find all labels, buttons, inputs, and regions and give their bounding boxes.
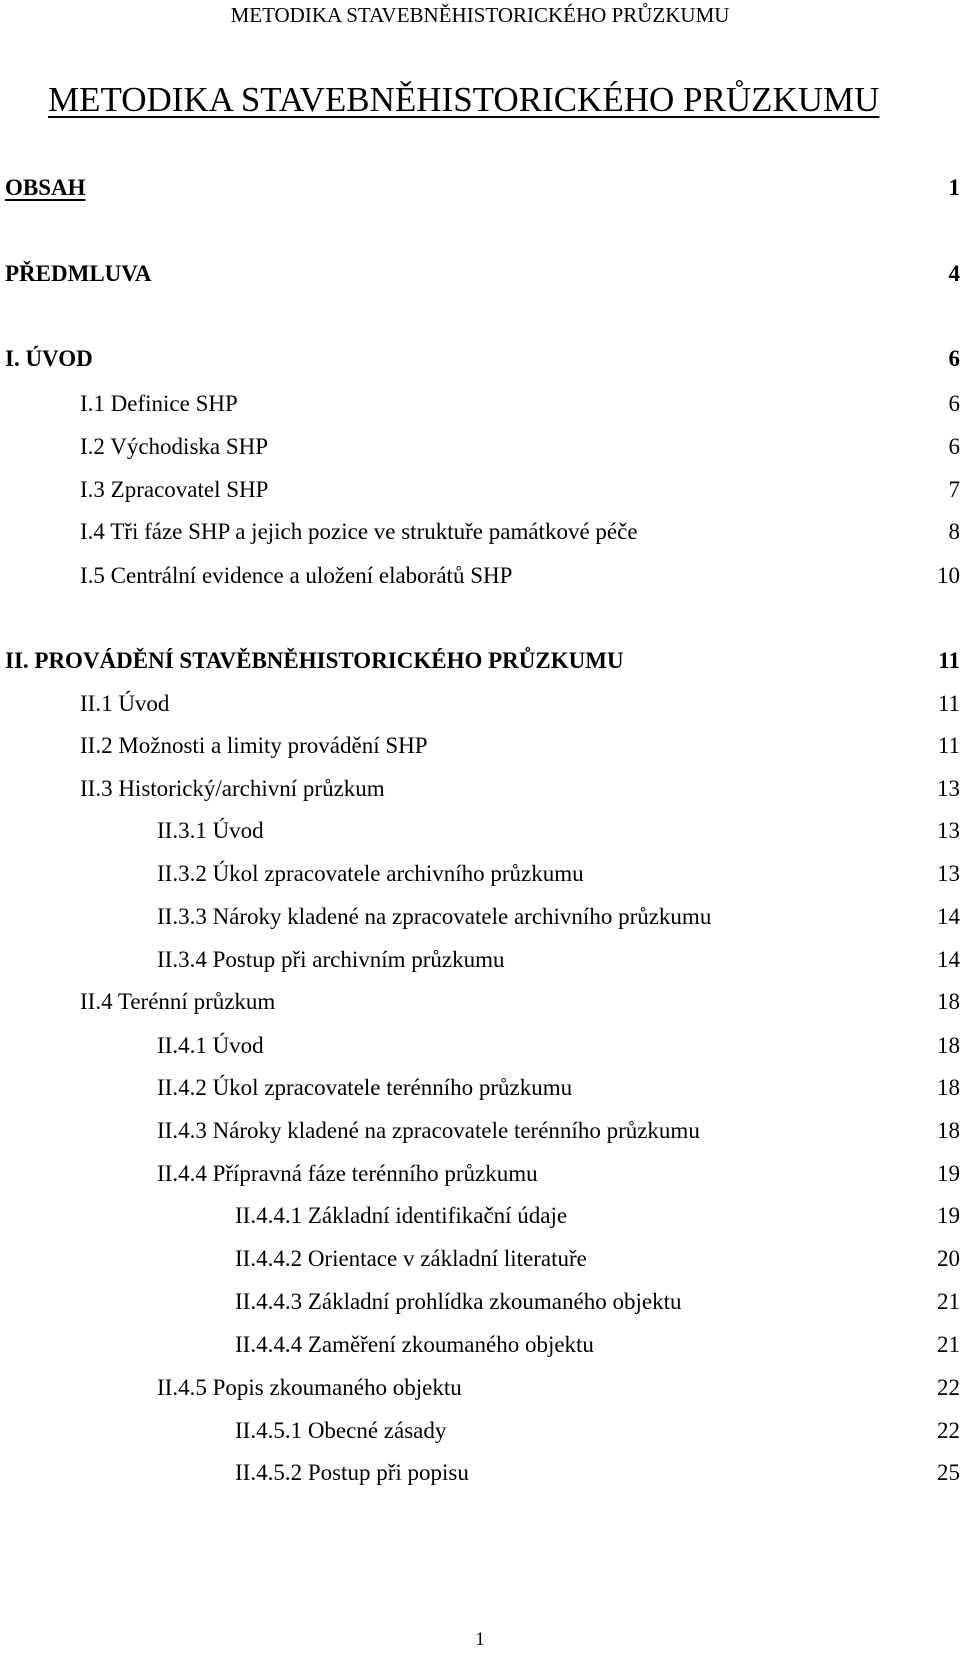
- toc-entry: [0, 1372, 960, 1404]
- toc-entry-title: II.4.4.2 Orientace v základní literatuře: [235, 1246, 587, 1271]
- toc-entry: [0, 1115, 960, 1147]
- toc-entry-title: II.4.4.1 Základní identifikační údaje: [235, 1203, 568, 1228]
- toc-entry-page: 14: [937, 947, 960, 972]
- toc-entry-page: 6: [948, 434, 960, 459]
- toc-entry-title: II.4.5 Popis zkoumaného objektu: [157, 1375, 462, 1400]
- toc-entry-title: II.3.3 Nároky kladené na zpracovatele archivního průzkumu: [157, 904, 712, 929]
- toc-entry-title: II.4.2 Úkol zpracovatele terénního průzkumu: [157, 1075, 573, 1100]
- toc-entry-page: 25: [937, 1460, 960, 1485]
- toc-entry-title: II.3.4 Postup při archivním průzkumu: [157, 947, 505, 972]
- toc-entry-title: II. PROVÁDĚNÍ STAVĚBNĚHISTORICKÉHO PRŮZKUMU: [5, 648, 624, 673]
- toc-entry-page: 18: [937, 1033, 960, 1058]
- toc-entry-page: 21: [937, 1332, 960, 1357]
- toc-entry-page: 19: [937, 1203, 960, 1228]
- toc-entry-title: II.4.4.3 Základní prohlídka zkoumaného objektu: [235, 1289, 682, 1314]
- toc-entry-title: II.3 Historický/archivní průzkum: [80, 776, 385, 801]
- toc-entry: [0, 986, 960, 1018]
- toc-entry-page: 11: [937, 691, 960, 716]
- toc-entry-page: 22: [937, 1418, 960, 1443]
- running-header: METODIKA STAVEBNĚHISTORICKÉHO PRŮZKUMU: [230, 3, 730, 27]
- toc-entry: [0, 1329, 960, 1361]
- toc-entry-title: II.4.1 Úvod: [157, 1033, 264, 1058]
- toc-entry: [0, 1243, 960, 1275]
- toc-entry: [0, 858, 960, 890]
- toc-entry: [0, 431, 960, 463]
- toc-entry: [0, 1415, 960, 1447]
- toc-entry: [0, 258, 960, 290]
- toc-entry-page: 21: [937, 1289, 960, 1314]
- toc-entry-title: I.2 Východiska SHP: [80, 434, 269, 459]
- page-number: 1: [475, 1629, 485, 1650]
- toc-entry-title: II.3.2 Úkol zpracovatele archivního průzkumu: [157, 861, 584, 886]
- toc-entry-page: 20: [937, 1246, 960, 1271]
- toc-entry: [0, 1072, 960, 1104]
- toc-entry: [0, 1457, 960, 1489]
- toc-entry: [0, 773, 960, 805]
- toc-entry: [0, 688, 960, 720]
- toc-entry: [0, 901, 960, 933]
- toc-entry-page: 18: [937, 1075, 960, 1100]
- toc-entry: [0, 474, 960, 506]
- toc-entry-title: II.4 Terénní průzkum: [80, 989, 276, 1014]
- toc-entry: [0, 172, 960, 204]
- toc-entry-title: I.5 Centrální evidence a uložení elaborátů SHP: [80, 563, 513, 588]
- toc-entry-page: 1: [948, 175, 960, 200]
- toc-entry-title: II.4.4.4 Zaměření zkoumaného objektu: [235, 1332, 594, 1357]
- toc-entry: [0, 343, 960, 375]
- toc-entry-title: II.4.5.1 Obecné zásady: [235, 1418, 447, 1443]
- toc-entry-title: II.3.1 Úvod: [157, 818, 264, 843]
- toc-entry-title: II.4.4 Přípravná fáze terénního průzkumu: [157, 1161, 538, 1186]
- toc-entry: [0, 1158, 960, 1190]
- toc-entry-page: 22: [937, 1375, 960, 1400]
- toc-entry-title: I. ÚVOD: [5, 346, 93, 371]
- toc-entry-page: 19: [937, 1161, 960, 1186]
- toc-entry-title: II.1 Úvod: [80, 691, 170, 716]
- toc-entry: [0, 388, 960, 420]
- toc-entry-page: 18: [937, 989, 960, 1014]
- toc-entry-page: 11: [937, 733, 960, 758]
- toc-entry-page: 18: [937, 1118, 960, 1143]
- toc-entry-page: 14: [937, 904, 960, 929]
- toc-entry: [0, 645, 960, 677]
- toc-entry-title: I.4 Tři fáze SHP a jejich pozice ve struktuře památkové péče: [80, 519, 638, 544]
- toc-entry-page: 6: [948, 346, 960, 371]
- toc-entry-title: II.4.5.2 Postup při popisu: [235, 1460, 469, 1485]
- toc-entry: [0, 815, 960, 847]
- toc-entry-page: 4: [948, 261, 960, 286]
- document-title: METODIKA STAVEBNĚHISTORICKÉHO PRŮZKUMU: [48, 80, 880, 119]
- toc-entry: [0, 1030, 960, 1062]
- toc-entry: [0, 516, 960, 548]
- toc-entry-page: 13: [937, 776, 960, 801]
- toc-entry: [0, 730, 960, 762]
- toc-entry: [0, 560, 960, 592]
- toc-entry-page: 6: [948, 391, 960, 416]
- toc-entry-title: PŘEDMLUVA: [5, 261, 152, 286]
- toc-entry: [0, 944, 960, 976]
- toc-entry: [0, 1200, 960, 1232]
- toc-entry-title: I.1 Definice SHP: [80, 391, 238, 416]
- toc-entry-title: II.4.3 Nároky kladené na zpracovatele terénního průzkumu: [157, 1118, 700, 1143]
- toc-entry-page: 13: [937, 818, 960, 843]
- toc-entry-page: 11: [938, 648, 960, 673]
- toc-entry-title: II.2 Možnosti a limity provádění SHP: [80, 733, 428, 758]
- toc-entry-page: 7: [948, 477, 960, 502]
- toc-entry: [0, 1286, 960, 1318]
- toc-entry-page: 8: [948, 519, 960, 544]
- toc-entry-page: 13: [937, 861, 960, 886]
- toc-entry-title: I.3 Zpracovatel SHP: [80, 477, 269, 502]
- toc-entry-page: 10: [937, 563, 960, 588]
- toc-entry-title: OBSAH: [5, 175, 86, 200]
